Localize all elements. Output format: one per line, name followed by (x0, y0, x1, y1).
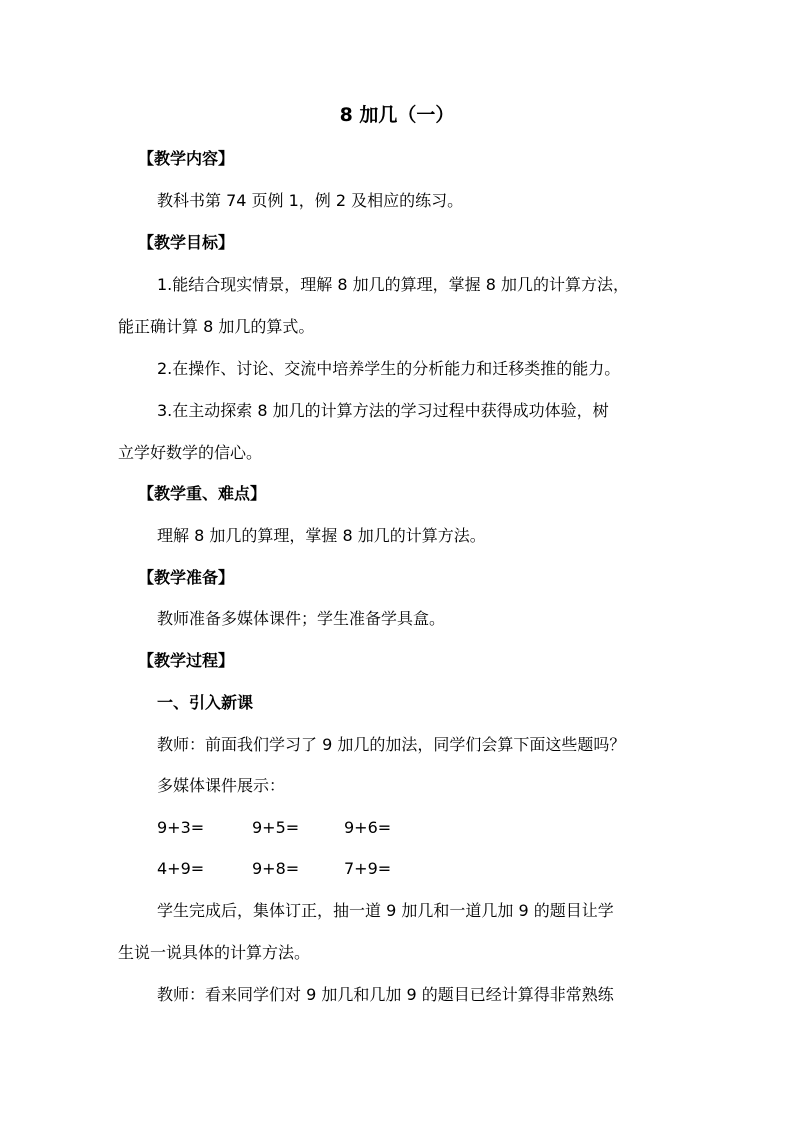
exercise-item: 9+3= (157, 818, 205, 837)
exercise-item: 7+9= (344, 859, 392, 878)
exercise-item: 9+6= (344, 818, 392, 837)
goal-1-line-1: 1.能结合现实情景，理解 8 加几的算理，掌握 8 加几的计算方法， (157, 275, 629, 294)
teacher-line-1: 教师：前面我们学习了 9 加几的加法，同学们会算下面这些题吗？ (157, 735, 626, 754)
goal-2: 2.在操作、讨论、交流中培养学生的分析能力和迁移类推的能力。 (157, 359, 621, 378)
section-heading-key-points: 【教学重、难点】 (138, 484, 267, 503)
section-heading-content: 【教学内容】 (138, 149, 235, 168)
exercise-item: 4+9= (157, 859, 205, 878)
goal-3-line-1: 3.在主动探索 8 加几的计算方法的学习过程中获得成功体验，树 (157, 401, 609, 420)
content-paragraph: 教科书第 74 页例 1，例 2 及相应的练习。 (157, 191, 464, 210)
teacher-line-2: 教师：看来同学们对 9 加几和几加 9 的题目已经计算得非常熟练 (157, 985, 614, 1004)
display-label: 多媒体课件展示： (157, 776, 286, 795)
exercise-item: 9+5= (252, 818, 300, 837)
section-heading-goals: 【教学目标】 (138, 233, 235, 252)
part-one-heading: 一、引入新课 (157, 693, 254, 712)
preparation-paragraph: 教师准备多媒体课件；学生准备学具盒。 (157, 609, 446, 628)
goal-1-line-2: 能正确计算 8 加几的算式。 (118, 317, 315, 336)
section-heading-preparation: 【教学准备】 (138, 568, 235, 587)
section-heading-process: 【教学过程】 (138, 651, 235, 670)
after-exercise-line-2: 生说一说具体的计算方法。 (118, 943, 311, 962)
key-points-paragraph: 理解 8 加几的算理，掌握 8 加几的计算方法。 (157, 526, 486, 545)
goal-3-line-2: 立学好数学的信心。 (118, 443, 263, 462)
exercise-item: 9+8= (252, 859, 300, 878)
after-exercise-line-1: 学生完成后，集体订正，抽一道 9 加几和一道几加 9 的题目让学 (157, 901, 614, 920)
document-title: 8 加几（一） (339, 104, 455, 126)
